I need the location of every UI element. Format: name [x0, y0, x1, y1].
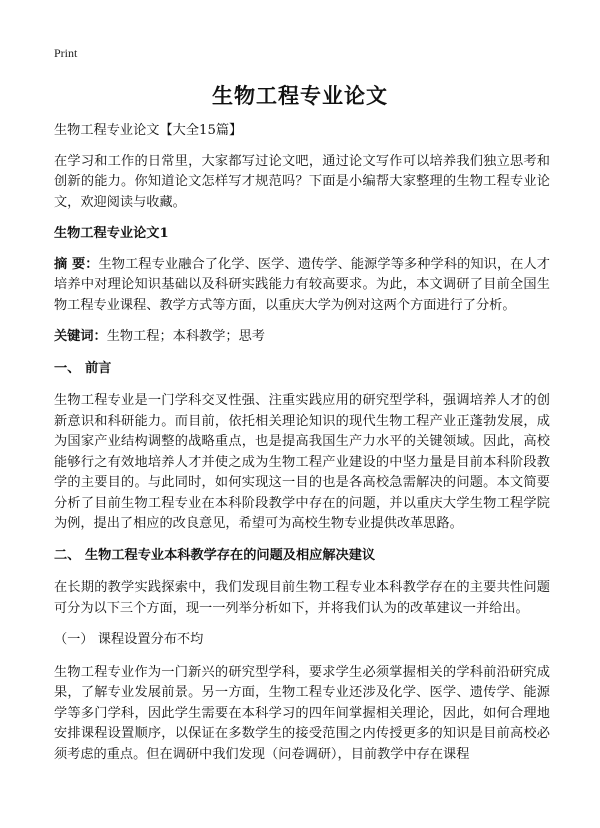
keywords-text: 生物工程；本科教学；思考	[106, 329, 265, 344]
section-heading-2: 二、 生物工程专业本科教学存在的问题及相应解决建议	[54, 547, 376, 563]
print-label[interactable]: Print	[54, 46, 78, 60]
keywords-label: 关键词：	[54, 329, 107, 344]
intro-paragraph: 在学习和工作的日常里，大家都写过论文吧，通过论文写作可以培养我们独立思考和创新的能力。你知道论文怎样写才规范吗？下面是小编帮大家整理的生物工程专业论文，欢迎阅读与收藏。	[54, 153, 550, 210]
abstract-text: 生物工程专业融合了化学、医学、遗传学、能源学等多种学科的知识，在人才培养中对理论知识基础以及科研实践能力有较高要求。为此，本文调研了目前全国生物工程专业课程、教学方式等方面，以重庆大学为例对这两个方面进行了分析。	[54, 256, 550, 313]
article-heading: 生物工程专业论文1	[54, 226, 169, 241]
keywords-paragraph	[54, 327, 550, 348]
document-title: 生物工程专业论文	[212, 83, 388, 108]
abstract-paragraph	[54, 255, 550, 317]
subsection-paragraph-1: 生物工程专业作为一门新兴的研究型学科，要求学生必须掌握相关的学科前沿研究成果，了解专业发展前景。另一方面，生物工程专业还涉及化学、医学、遗传学、能源学等多门学科，因此学生需要在本科学习的四年间掌握相关理论，因此，如何合理地安排课程设置顺序，以保证在多数学生的接受范围之内传授更多的知识是目前高校必须考虑的重点。但在调研中我们发现（问卷调研），目前教学中存在课程	[54, 664, 550, 762]
document-subtitle: 生物工程专业论文【大全15篇】	[54, 123, 243, 138]
section-heading-1: 一、 前言	[54, 360, 112, 376]
subsection-heading-1: （一） 课程设置分布不均	[54, 632, 204, 647]
abstract-label: 摘 要：	[54, 256, 99, 272]
section-paragraph-1: 生物工程专业是一门学科交叉性强、注重实践应用的研究型学科，强调培养人才的创新意识和科研能力。而目前，依托相关理论知识的现代生物工程产业正蓬勃发展，成为国家产业结构调整的战略重点，也是提高我国生产力水平的关键领域。因此，高校能够行之有效地培养人才并使之成为生物工程产业建设的中坚力量是目前本科阶段教学的主要目的。与此同时，如何实现这一目的也是各高校急需解决的问题。本文简要分析了目前生物工程专业在本科阶段教学中存在的问题，并以重庆大学生物工程学院为例，提出了相应的改良意见，希望可为高校生物专业提供改革思路。	[54, 393, 550, 531]
document-body	[54, 121, 550, 776]
section-paragraph-2: 在长期的教学实践探索中，我们发现目前生物工程专业本科教学存在的主要共性问题可分为以下三个方面，现一一列举分析如下，并将我们认为的改革建议一并给出。	[54, 580, 550, 616]
